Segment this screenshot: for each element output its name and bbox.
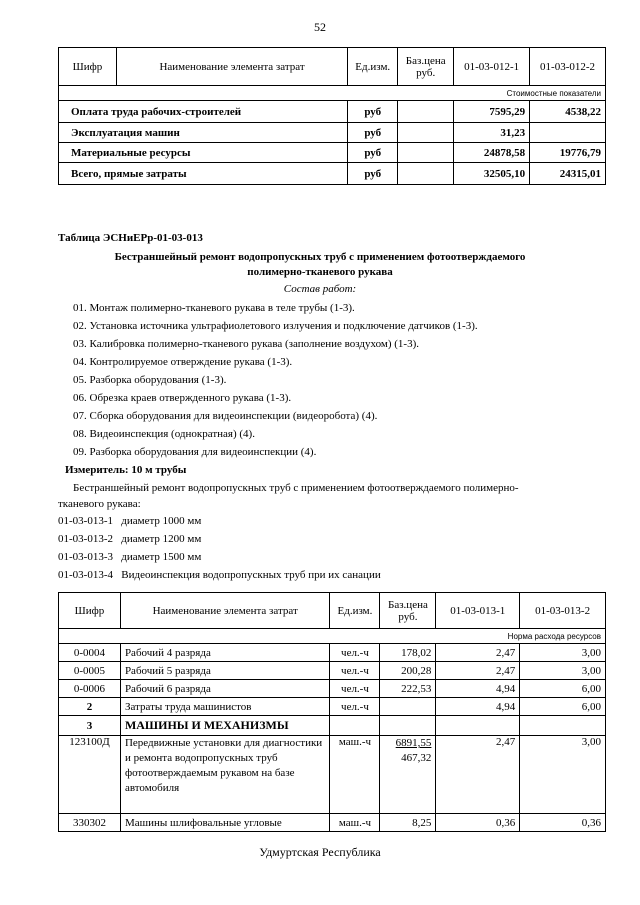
- description-line1: Бестраншейный ремонт водопропускных труб с применением фотоотверждаемого полимерно-: [73, 482, 519, 494]
- table-row: [59, 736, 606, 814]
- col-header-name: Наименование элемента затрат: [120, 593, 330, 629]
- row-v1: 31,23: [454, 123, 530, 143]
- table-title: Таблица ЭСНиЕРр-01-03-013: [58, 232, 203, 244]
- code-item: [58, 533, 201, 545]
- row-v2: 19776,79: [530, 143, 606, 163]
- code-id: 01-03-013-4: [58, 569, 113, 581]
- row-price: [380, 716, 436, 736]
- row-unit: руб: [348, 101, 398, 123]
- col-header-v1: 01-03-013-1: [436, 593, 520, 629]
- row-price-cell: [380, 736, 436, 814]
- table-row: [59, 143, 606, 163]
- row-unit: чел.-ч: [330, 680, 380, 698]
- row-unit: маш.-ч: [330, 814, 380, 832]
- table-row: [59, 101, 606, 123]
- col-header-price: Баз.цена руб.: [380, 593, 436, 629]
- row-v2: [520, 716, 606, 736]
- row-name: Рабочий 6 разряда: [120, 680, 330, 698]
- footer-region: Удмуртская Республика: [259, 845, 381, 859]
- work-item: 05. Разборка оборудования (1-3).: [73, 374, 227, 386]
- table-row: [59, 163, 606, 185]
- row-v1: 2,47: [436, 736, 520, 814]
- row-unit: [330, 716, 380, 736]
- work-item: 01. Монтаж полимерно-тканевого рукава в теле трубы (1-3).: [73, 302, 355, 314]
- row-v1: 4,94: [436, 698, 520, 716]
- col-header-code: Шифр: [59, 48, 117, 86]
- row-unit: руб: [348, 163, 398, 185]
- row-code: 123100Д: [59, 736, 121, 814]
- row-v1: 7595,29: [454, 101, 530, 123]
- table-row: [59, 123, 606, 143]
- row-code: 0-0006: [59, 680, 121, 698]
- code-item: [58, 515, 201, 527]
- row-v2: 3,00: [520, 736, 606, 814]
- row-name: Машины шлифовальные угловые: [120, 814, 330, 832]
- col-header-v1: 01-03-012-1: [454, 48, 530, 86]
- row-name: Всего, прямые затраты: [59, 163, 348, 185]
- table-row: [59, 698, 606, 716]
- row-code: 0-0005: [59, 662, 121, 680]
- work-item: 04. Контролируемое отверждение рукава (1-3).: [73, 356, 293, 368]
- row-unit: чел.-ч: [330, 662, 380, 680]
- col-header-unit: Ед.изм.: [330, 593, 380, 629]
- row-name: Передвижные установки для диагностики и ремонта водопропускных труб фотоотверждаемым рукавом на базе автомобиля: [120, 736, 330, 814]
- row-unit: руб: [348, 143, 398, 163]
- row-v1: 32505,10: [454, 163, 530, 185]
- code-id: 01-03-013-2: [58, 533, 113, 545]
- code-text: диаметр 1500 мм: [121, 551, 202, 563]
- page-number: 52: [314, 20, 326, 34]
- row-v1: 24878,58: [454, 143, 530, 163]
- row-v2: 3,00: [520, 644, 606, 662]
- table-subheader: Стоимостные показатели: [59, 86, 606, 101]
- work-item: 08. Видеоинспекция (однократная) (4).: [73, 428, 255, 440]
- row-price: 178,02: [380, 644, 436, 662]
- work-item: 03. Калибровка полимерно-тканевого рукава (заполнение воздухом) (1-3).: [73, 338, 419, 350]
- work-item: 09. Разборка оборудования для видеоинспекции (4).: [73, 446, 317, 458]
- code-item: [58, 551, 201, 563]
- row-name: Рабочий 5 разряда: [120, 662, 330, 680]
- work-item: 06. Обрезка краев отвержденного рукава (1-3).: [73, 392, 292, 404]
- col-header-v2: 01-03-013-2: [520, 593, 606, 629]
- row-price: 6891,55: [395, 737, 432, 749]
- row-code: 0-0004: [59, 644, 121, 662]
- code-item: [58, 569, 381, 581]
- row-price-secondary: 467,32: [401, 752, 432, 764]
- code-id: 01-03-013-1: [58, 515, 113, 527]
- row-unit: чел.-ч: [330, 698, 380, 716]
- row-name: Эксплуатация машин: [59, 123, 348, 143]
- table-row: [59, 814, 606, 832]
- row-name: Затраты труда машинистов: [120, 698, 330, 716]
- row-v2: 24315,01: [530, 163, 606, 185]
- section-heading-line2: полимерно-тканевого рукава: [247, 266, 393, 278]
- row-unit: чел.-ч: [330, 644, 380, 662]
- col-header-name: Наименование элемента затрат: [116, 48, 347, 86]
- row-v2: 0,36: [520, 814, 606, 832]
- row-v1: 0,36: [436, 814, 520, 832]
- row-v1: 4,94: [436, 680, 520, 698]
- work-item: 07. Сборка оборудования для видеоинспекции (видеоробота) (4).: [73, 410, 378, 422]
- code-text: диаметр 1200 мм: [121, 533, 202, 545]
- table-header-row: [59, 593, 606, 629]
- row-name: Материальные ресурсы: [59, 143, 348, 163]
- row-price: 200,28: [380, 662, 436, 680]
- table-row: [59, 680, 606, 698]
- col-header-v2: 01-03-012-2: [530, 48, 606, 86]
- row-code: 330302: [59, 814, 121, 832]
- row-v1: [436, 716, 520, 736]
- row-v2: 6,00: [520, 680, 606, 698]
- section-heading-line1: Бестраншейный ремонт водопропускных труб с применением фотоотверждаемого: [114, 251, 526, 263]
- description-line2: тканевого рукава:: [58, 498, 141, 510]
- col-header-price: Баз.цена руб.: [398, 48, 454, 86]
- resource-table-013: [58, 592, 606, 832]
- row-name: Оплата труда рабочих-строителей: [59, 101, 348, 123]
- composition-title: Состав работ:: [283, 283, 357, 295]
- row-unit: руб: [348, 123, 398, 143]
- code-text: диаметр 1000 мм: [121, 515, 202, 527]
- code-id: 01-03-013-3: [58, 551, 113, 563]
- row-unit: маш.-ч: [330, 736, 380, 814]
- row-code: 3: [59, 716, 121, 736]
- cost-table-012: [58, 47, 606, 185]
- row-price: 222,53: [380, 680, 436, 698]
- row-name: МАШИНЫ И МЕХАНИЗМЫ: [120, 716, 330, 736]
- row-v2: 4538,22: [530, 101, 606, 123]
- work-item: 02. Установка источника ультрафиолетового излучения и подключение датчиков (1-3).: [73, 320, 478, 332]
- col-header-unit: Ед.изм.: [348, 48, 398, 86]
- row-price: [380, 698, 436, 716]
- table-row: [59, 716, 606, 736]
- row-v1: 2,47: [436, 662, 520, 680]
- table-row: [59, 644, 606, 662]
- table-header-row: [59, 48, 606, 86]
- table-subheader: Норма расхода ресурсов: [59, 629, 606, 644]
- row-v1: 2,47: [436, 644, 520, 662]
- table-row: [59, 662, 606, 680]
- row-name: Рабочий 4 разряда: [120, 644, 330, 662]
- row-v2: 3,00: [520, 662, 606, 680]
- row-code: 2: [59, 698, 121, 716]
- row-v2: [530, 123, 606, 143]
- row-v2: 6,00: [520, 698, 606, 716]
- col-header-code: Шифр: [59, 593, 121, 629]
- measure-unit: Измеритель: 10 м трубы: [65, 464, 187, 476]
- code-text: Видеоинспекция водопропускных труб при их санации: [121, 569, 381, 581]
- row-price: 8,25: [380, 814, 436, 832]
